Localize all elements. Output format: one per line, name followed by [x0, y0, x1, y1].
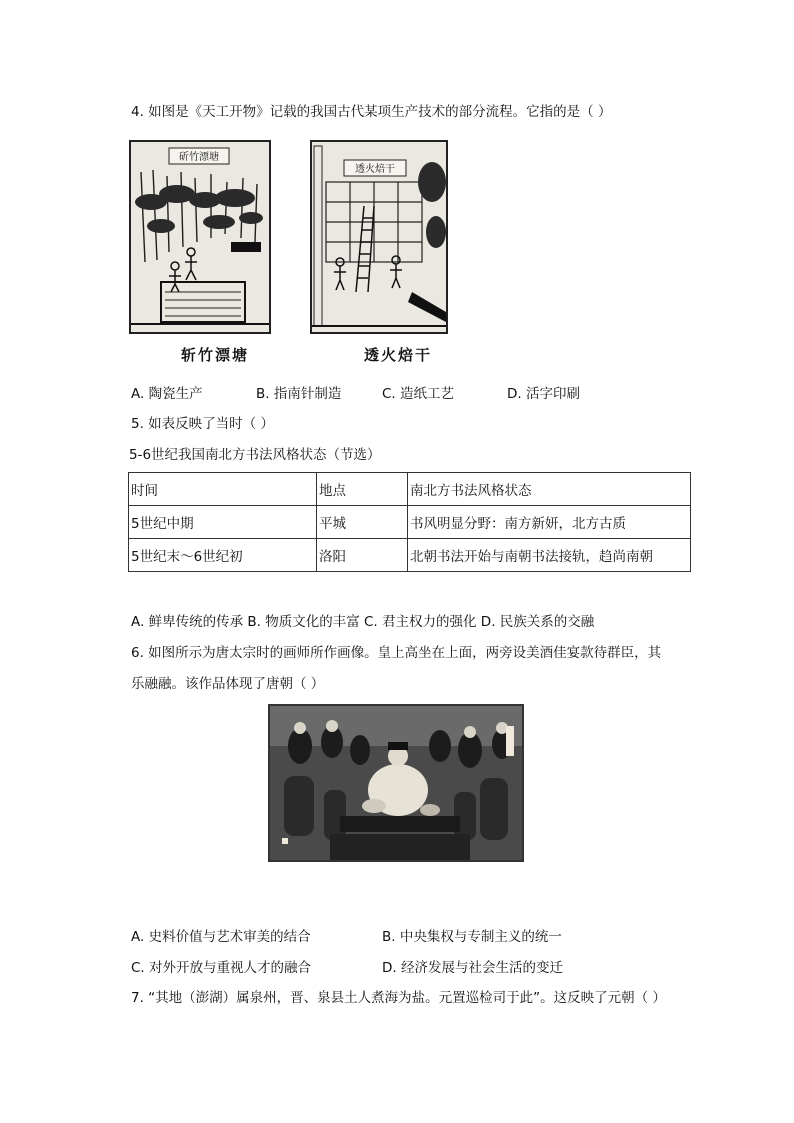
table-row: [129, 506, 691, 539]
q6-option-d: D. 经济发展与社会生活的变迁: [382, 960, 563, 976]
q4-option-a: A. 陶瓷生产: [131, 386, 203, 402]
table-cell: 书风明显分野：南方新妍，北方古质: [408, 506, 691, 539]
question-4-stem: 4. 如图是《天工开物》记载的我国古代某项生产技术的部分流程。它指的是（ ）: [131, 104, 612, 120]
table-header-cell: 地点: [317, 473, 408, 506]
q5-options-line: A. 鲜卑传统的传承 B. 物质文化的丰富 C. 君主权力的强化 D. 民族关系的交融: [131, 614, 595, 630]
calligraphy-style-table: [128, 472, 691, 572]
q6-option-b: B. 中央集权与专制主义的统一: [382, 929, 562, 945]
table-header-cell: 时间: [129, 473, 317, 506]
q6-option-c: C. 对外开放与重视人才的融合: [131, 960, 312, 976]
caption-right: 透火焙干: [364, 346, 433, 364]
table-row: [129, 539, 691, 572]
question-5-stem: 5. 如表反映了当时（ ）: [131, 416, 274, 432]
table-header-cell: 南北方书法风格状态: [408, 473, 691, 506]
table-cell: 北朝书法开始与南朝书法接轨，趋尚南朝: [408, 539, 691, 572]
fire-drying-woodcut-image: [310, 140, 448, 334]
question-6-stem-line2: 乐融融。该作品体现了唐朝（ ）: [131, 676, 325, 692]
tang-banquet-painting-image: [268, 704, 524, 862]
q6-option-a: A. 史料价值与艺术审美的结合: [131, 929, 311, 945]
caption-left: 斩竹漂塘: [181, 346, 250, 364]
q4-option-d: D. 活字印刷: [507, 386, 580, 402]
q4-option-b: B. 指南针制造: [256, 386, 342, 402]
q4-option-c: C. 造纸工艺: [382, 386, 455, 402]
bamboo-soaking-woodcut-image: [129, 140, 271, 334]
table-cell: 洛阳: [317, 539, 408, 572]
table-cell: 5世纪末～6世纪初: [129, 539, 317, 572]
table-cell: 5世纪中期: [129, 506, 317, 539]
table-title: 5-6世纪我国南北方书法风格状态（节选）: [129, 447, 381, 463]
question-6-stem-line1: 6. 如图所示为唐太宗时的画师所作画像。皇上高坐在上面，两旁设美酒佳宴款待群臣，其: [131, 645, 662, 661]
woodcut-left-title: 斫竹漂塘: [179, 152, 219, 163]
woodcut-right-title: 透火焙干: [355, 164, 395, 175]
question-7-stem: 7. “其地（澎湖）属泉州，晋、泉县土人煮海为盐。元置巡检司于此”。这反映了元朝（ ）: [131, 990, 666, 1006]
table-header-row: [129, 473, 691, 506]
table-cell: 平城: [317, 506, 408, 539]
